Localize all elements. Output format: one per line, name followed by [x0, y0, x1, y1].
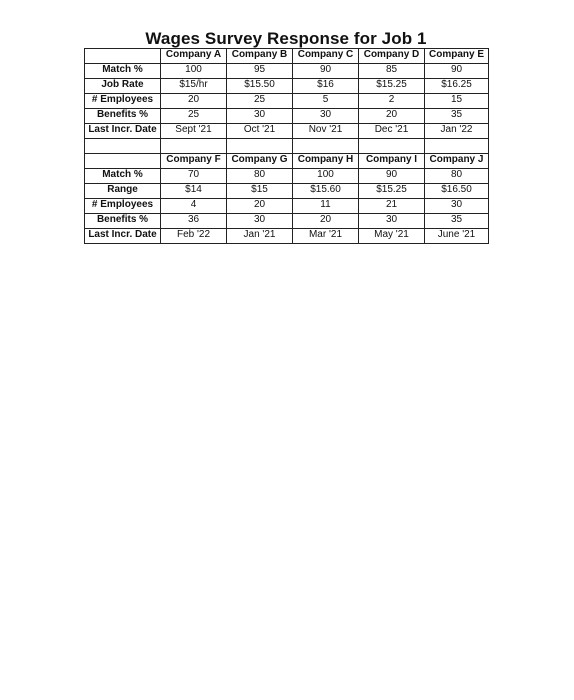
- row-label: # Employees: [85, 199, 161, 214]
- corner-cell: [85, 49, 161, 64]
- table-row: [85, 229, 489, 244]
- column-header: Company J: [425, 154, 489, 169]
- table-cell: $15.25: [359, 184, 425, 199]
- page-title: Wages Survey Response for Job 1: [145, 29, 427, 48]
- table-cell: Nov '21: [293, 124, 359, 139]
- table-cell: 30: [359, 214, 425, 229]
- wages-survey-table: [84, 48, 489, 244]
- table-cell: $15.50: [227, 79, 293, 94]
- table-cell: $16.50: [425, 184, 489, 199]
- column-header: Company B: [227, 49, 293, 64]
- empty-cell: [227, 139, 293, 154]
- table-cell: $15: [227, 184, 293, 199]
- column-header: Company G: [227, 154, 293, 169]
- empty-cell: [425, 139, 489, 154]
- column-header: Company A: [161, 49, 227, 64]
- table-cell: Feb '22: [161, 229, 227, 244]
- table-cell: 100: [293, 169, 359, 184]
- table-cell: 25: [227, 94, 293, 109]
- table-row: [85, 64, 489, 79]
- table-cell: 90: [425, 64, 489, 79]
- corner-cell: [85, 154, 161, 169]
- row-label: Last Incr. Date: [85, 124, 161, 139]
- column-header: Company E: [425, 49, 489, 64]
- table-cell: 21: [359, 199, 425, 214]
- table-row: [85, 109, 489, 124]
- table-cell: Jan '21: [227, 229, 293, 244]
- table-cell: 20: [359, 109, 425, 124]
- table-row: [85, 79, 489, 94]
- table-cell: $14: [161, 184, 227, 199]
- column-header: Company H: [293, 154, 359, 169]
- empty-cell: [85, 139, 161, 154]
- table-cell: 25: [161, 109, 227, 124]
- empty-cell: [161, 139, 227, 154]
- row-label: Last Incr. Date: [85, 229, 161, 244]
- table-cell: 11: [293, 199, 359, 214]
- table-cell: $16.25: [425, 79, 489, 94]
- table-cell: $16: [293, 79, 359, 94]
- table-cell: 4: [161, 199, 227, 214]
- table-row: [85, 169, 489, 184]
- table-cell: Dec '21: [359, 124, 425, 139]
- table-cell: 30: [227, 214, 293, 229]
- table-cell: May '21: [359, 229, 425, 244]
- table1-header-row: [85, 49, 489, 64]
- table-cell: June '21: [425, 229, 489, 244]
- row-label: # Employees: [85, 94, 161, 109]
- table-cell: Mar '21: [293, 229, 359, 244]
- table-cell: 20: [227, 199, 293, 214]
- row-label: Job Rate: [85, 79, 161, 94]
- empty-cell: [293, 139, 359, 154]
- table-cell: 95: [227, 64, 293, 79]
- column-header: Company I: [359, 154, 425, 169]
- table-cell: $15.60: [293, 184, 359, 199]
- table-cell: 70: [161, 169, 227, 184]
- table-cell: 100: [161, 64, 227, 79]
- table-cell: 30: [293, 109, 359, 124]
- table-cell: Oct '21: [227, 124, 293, 139]
- row-label: Match %: [85, 169, 161, 184]
- empty-cell: [359, 139, 425, 154]
- table-row: [85, 199, 489, 214]
- row-label: Benefits %: [85, 109, 161, 124]
- table-cell: $15.25: [359, 79, 425, 94]
- table-cell: 20: [161, 94, 227, 109]
- table-cell: 90: [293, 64, 359, 79]
- table-cell: 35: [425, 109, 489, 124]
- table-cell: 2: [359, 94, 425, 109]
- table-row: [85, 94, 489, 109]
- table-cell: 20: [293, 214, 359, 229]
- table-cell: $15/hr: [161, 79, 227, 94]
- table-cell: Sept '21: [161, 124, 227, 139]
- table-cell: 36: [161, 214, 227, 229]
- table-cell: 5: [293, 94, 359, 109]
- table-cell: 85: [359, 64, 425, 79]
- table-row: [85, 184, 489, 199]
- table-cell: 30: [425, 199, 489, 214]
- row-label: Range: [85, 184, 161, 199]
- table-cell: 80: [227, 169, 293, 184]
- row-label: Match %: [85, 64, 161, 79]
- column-header: Company D: [359, 49, 425, 64]
- row-label: Benefits %: [85, 214, 161, 229]
- table2-header-row: [85, 154, 489, 169]
- table-cell: Jan '22: [425, 124, 489, 139]
- column-header: Company C: [293, 49, 359, 64]
- table-cell: 30: [227, 109, 293, 124]
- column-header: Company F: [161, 154, 227, 169]
- spacer-row: [85, 139, 489, 154]
- table-cell: 90: [359, 169, 425, 184]
- table-cell: 80: [425, 169, 489, 184]
- table-row: [85, 124, 489, 139]
- table-cell: 35: [425, 214, 489, 229]
- table-row: [85, 214, 489, 229]
- table-cell: 15: [425, 94, 489, 109]
